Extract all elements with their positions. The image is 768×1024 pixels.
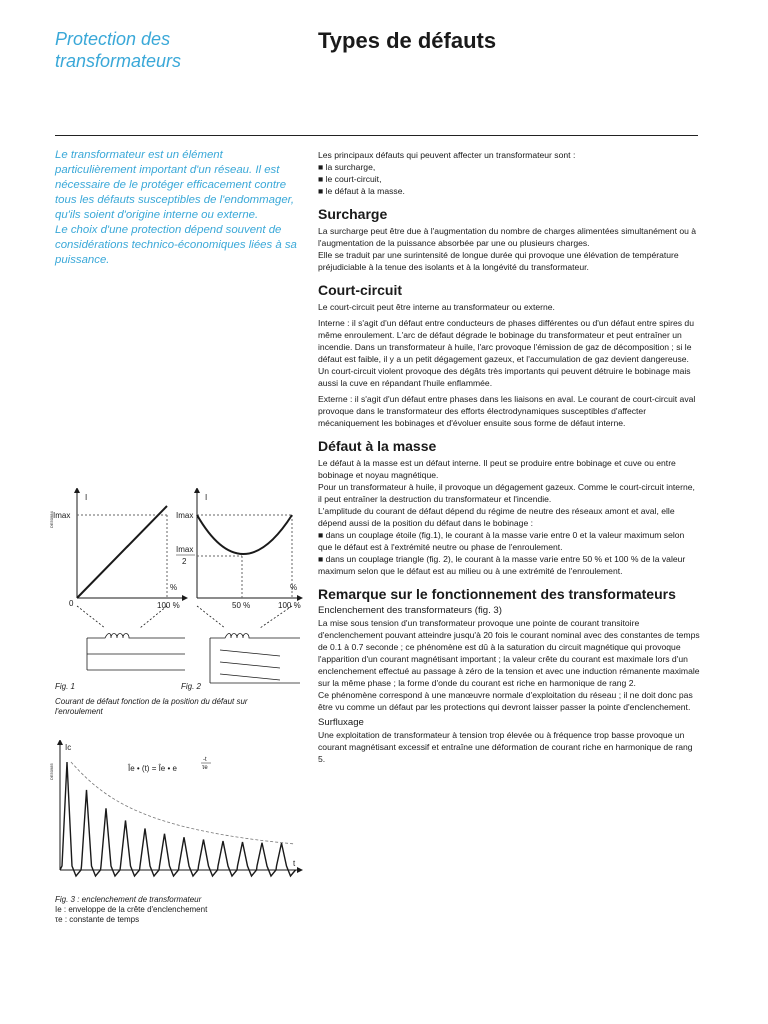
figures-1-2 — [45, 488, 315, 698]
fig3-legend-ie: Ie : enveloppe de la crête d'enclenchement — [55, 905, 208, 914]
intro-paragraph-1: Le transformateur est un élément particulièrement important d'un réseau. Il est nécessaire de le protéger efficacement contre tous les défauts susceptibles de l'endommager, qu'ils soient d'origine interne ou externe. — [55, 149, 294, 221]
fig2-50: 50 % — [232, 601, 251, 610]
heading-surcharge: Surcharge — [318, 206, 388, 222]
fig2-x-label: % — [290, 583, 298, 592]
masse-paragraph-1: Le défaut à la masse est un défaut interne. Il peut se produire entre bobinage et cuve ou entre bobinage et noyau magnétique. — [318, 458, 676, 480]
fig2-label: Fig. 2 — [181, 682, 202, 691]
fig1-imax-label: Imax — [53, 511, 71, 520]
fig3-y-label: Ic — [65, 743, 72, 752]
intro-paragraph-2: Le choix d'une protection dépend souvent de considérations technico-économiques liées à sa puissance. — [55, 224, 297, 266]
masse-bullet-etoile: ■ dans un couplage étoile (fig.1), le courant à la masse varie entre 0 et la valeur maximum selon que le défaut est à l'extrémité neutre ou phase de l'enroulement. — [318, 530, 685, 552]
fig3-formula-exp-num: -t — [203, 757, 207, 763]
remarque-paragraph-2: Ce phénomène correspond à une manœuvre normale d'exploitation du réseau ; il ne doit donc pas être vu comme un défaut par les protections qui devront laisser passer la pointe d'enclenchement. — [318, 690, 693, 712]
fig12-caption: Courant de défaut fonction de la position du défaut sur l'enroulement — [55, 697, 248, 716]
subheading-surfluxage: Surfluxage — [318, 717, 364, 728]
fig2-100: 100 % — [278, 601, 301, 610]
fig2-current-curve — [197, 515, 292, 554]
cc-paragraph-interne: Interne : il s'agit d'un défaut entre conducteurs de phases différentes ou d'un défaut entre spires du même enroulement. L'arc de défaut dégrade le bobinage du transformateur et peut entraîner un incendie. Dans un transformateur à huile, l'arc provoque l'émission de gaz de décomposition ; si le défaut est faible, il y a un petit dégagement gazeux, et l'accumulation de gaz devient dangereuse. — [318, 318, 694, 364]
masse-bullet-triangle: ■ dans un couplage triangle (fig. 2), le courant à la masse varie entre 50 % et 100 % de la valeur maximum selon que le défaut est au milieu ou à une extrémité de l'enroulement. — [318, 554, 686, 576]
heading-court-circuit: Court-circuit — [318, 282, 402, 298]
fig3-legend-te: τe : constante de temps — [55, 915, 140, 924]
fig3-caption-block — [55, 895, 285, 925]
section-title — [55, 28, 275, 72]
surcharge-paragraph-2: Elle se traduit par une surintensité de longue durée qui provoque une élévation de température préjudiciable à la tenue des isolants et à la longévité du transformateur. — [318, 250, 679, 272]
fig1-winding-diagram — [77, 606, 185, 670]
fig2-imax-half-num: Imax — [176, 545, 194, 554]
fig1-y-label: I — [85, 493, 88, 502]
header-divider — [55, 135, 698, 136]
fig3-formula-exp-den: τe — [202, 765, 208, 771]
intro-text — [55, 148, 305, 268]
cc-paragraph-1: Le court-circuit peut être interne au transformateur ou externe. — [318, 302, 555, 312]
fig2-imax-label: Imax — [176, 511, 194, 520]
surfluxage-paragraph: Une exploitation de transformateur à tension trop élevée ou à fréquence trop basse provoque un courant magnétisant excessif et entraîne une déformation de courant riche en harmonique de rang 5. — [318, 730, 693, 764]
fig3-formula-left: Îe • (t) = Îe • e — [128, 764, 177, 773]
cc-paragraph-violent: Un court-circuit violent provoque des dégâts très importants qui peuvent détruire le bobinage mais aussi la cuve en répandant l'huile enflammée. — [318, 366, 691, 388]
fig3-formula — [127, 764, 178, 773]
main-content — [318, 149, 700, 765]
section-title-line-2: transformateurs — [55, 51, 182, 71]
subheading-enclenchement: Enclenchement des transformateurs (fig. 3) — [318, 605, 502, 616]
fig3-code: DE50985 — [49, 763, 54, 780]
cc-paragraph-externe: Externe : il s'agit d'un défaut entre phases dans les liaisons en aval. Le courant de court-circuit aval provoque dans le transformateur des efforts électrodynamiques susceptibles d'affecter mécaniquement les bobinages et d'évoluer ensuite sous forme de défaut interne. — [318, 394, 696, 428]
fig2-imax-half-den: 2 — [182, 557, 187, 566]
bullet-surcharge: ■ la surcharge, — [318, 162, 376, 172]
fig2-y-label: I — [205, 493, 208, 502]
figure-3 — [45, 740, 307, 890]
section-title-line-1: Protection des — [55, 29, 171, 49]
fig1-label: Fig. 1 — [55, 682, 76, 691]
heading-defaut-masse: Défaut à la masse — [318, 438, 437, 454]
fig1-current-line — [77, 506, 167, 598]
lead-text: Les principaux défauts qui peuvent affecter un transformateur sont : — [318, 150, 576, 160]
masse-paragraph-3: L'amplitude du courant de défaut dépend du régime de neutre des réseaux amont et aval, elle dépend aussi de la position du défaut dans le bobinage : — [318, 506, 675, 528]
fig3-inrush-waveform — [60, 762, 296, 876]
fig3-caption: Fig. 3 : enclenchement de transformateur — [55, 895, 202, 904]
fig3-x-label: t — [293, 859, 296, 868]
remarque-paragraph-1: La mise sous tension d'un transformateur provoque une pointe de courant transitoire d'enclenchement pouvant atteindre jusqu'à 20 fois le courant nominal avec des constantes de temps de 0.1 à 0.7 seconde ; ce phénomène est dû à la saturation du circuit magnétique qui provoque l'apparition d'un courant magnétisant important ; la valeur crête du courant est maximale lors d'un enclenchement effectué au passage à zéro de la tension et avec une induction rémanente maximale sur la même phase ; la forme d'onde du courant est riche en harmonique de rang 2. — [318, 618, 700, 688]
fig1-code: DE50984 — [49, 511, 54, 528]
heading-remarque: Remarque sur le fonctionnement des transformateurs — [318, 586, 676, 602]
fig1-x-label: % — [170, 583, 178, 592]
surcharge-paragraph-1: La surcharge peut être due à l'augmentation du nombre de charges alimentées simultanément ou à l'augmentation de la puissance absorbée par une ou plusieurs charges. — [318, 226, 697, 248]
fig1-100: 100 % — [157, 601, 180, 610]
bullet-court-circuit: ■ le court-circuit, — [318, 174, 382, 184]
bullet-masse: ■ le défaut à la masse. — [318, 186, 405, 196]
masse-paragraph-2: Pour un transformateur à huile, il provoque un dégagement gazeux. Comme le court-circuit interne, il peut entraîner la destruction du transformateur et l'incendie. — [318, 482, 695, 504]
page-title: Types de défauts — [318, 28, 497, 53]
fig2-winding-diagram — [197, 606, 300, 683]
fig1-zero: 0 — [69, 599, 74, 608]
